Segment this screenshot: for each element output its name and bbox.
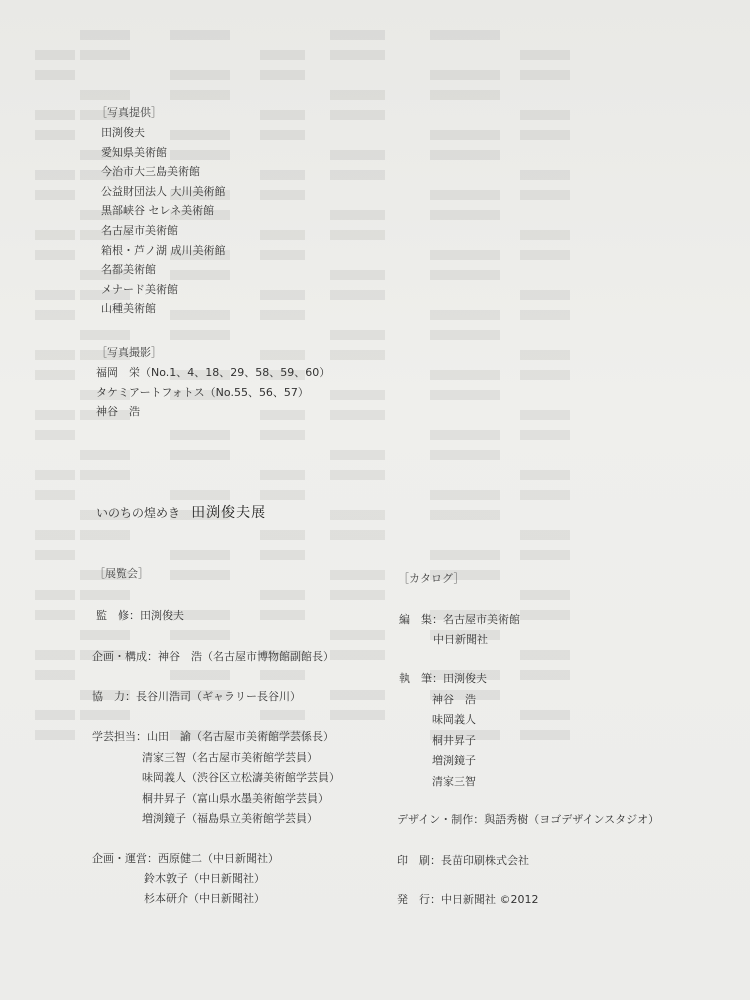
ghost-bar [330, 650, 385, 660]
ghost-bar [35, 490, 75, 500]
ghost-bar [35, 290, 75, 300]
ghost-bar [330, 470, 385, 480]
ghost-bar [520, 190, 570, 200]
ghost-bar [430, 430, 500, 440]
ghost-bar [35, 430, 75, 440]
editor-item: 中日新聞社 [433, 633, 488, 646]
ghost-bar [80, 630, 130, 640]
ghost-bar [330, 270, 385, 280]
ghost-bar [520, 230, 570, 240]
ghost-bar [170, 490, 230, 500]
supervision-line: 監 修：田渕俊夫 [96, 609, 184, 622]
ghost-bar [330, 450, 385, 460]
ghost-bar [35, 410, 75, 420]
editor-item: 編 集：名古屋市美術館 [399, 613, 520, 626]
ghost-bar [260, 410, 305, 420]
ghost-bar [330, 90, 385, 100]
ghost-bar [520, 670, 570, 680]
planning-line: 企画・構成：神谷 浩（名古屋市博物館副館長） [92, 650, 334, 663]
design-line: デザイン・制作：與語秀樹（ヨゴデザインスタジオ） [397, 813, 660, 826]
management-item: 杉本研介（中日新聞社） [144, 892, 265, 905]
ghost-bar [80, 710, 130, 720]
ghost-bar [520, 170, 570, 180]
ghost-bar [430, 130, 500, 140]
ghost-bar [520, 110, 570, 120]
ghost-bar [520, 610, 570, 620]
ghost-bar [170, 70, 230, 80]
ghost-bar [170, 150, 230, 160]
ghost-bar [35, 170, 75, 180]
ghost-bar [260, 130, 305, 140]
ghost-bar [520, 350, 570, 360]
ghost-bar [35, 350, 75, 360]
ghost-bar [35, 230, 75, 240]
ghost-bar [260, 230, 305, 240]
ghost-bar [330, 530, 385, 540]
ghost-bar [330, 350, 385, 360]
ghost-bar [170, 670, 230, 680]
writer-item: 神谷 浩 [432, 692, 476, 706]
writer-item: 味岡義人 [432, 713, 476, 726]
curator-item: 清家三智（名古屋市美術館学芸員） [142, 750, 318, 764]
ghost-bar [520, 430, 570, 440]
writer-item: 執 筆：田渕俊夫 [399, 672, 487, 685]
ghost-bar [35, 250, 75, 260]
ghost-bar [520, 470, 570, 480]
ghost-bar [520, 250, 570, 260]
ghost-bar [170, 130, 230, 140]
ghost-bar [80, 90, 130, 100]
ghost-bar [260, 350, 305, 360]
ghost-bar [260, 190, 305, 200]
ghost-bar [80, 450, 130, 460]
ghost-bar [430, 250, 500, 260]
ghost-bar [170, 90, 230, 100]
ghost-bar [260, 70, 305, 80]
ghost-bar [260, 170, 305, 180]
ghost-bar [430, 490, 500, 500]
ghost-bar [330, 710, 385, 720]
ghost-bar [35, 610, 75, 620]
ghost-bar [520, 550, 570, 560]
exhibition-header: ［展覧会］ [94, 567, 149, 580]
ghost-bar [330, 290, 385, 300]
writer-item: 清家三智 [432, 774, 476, 788]
ghost-bar [430, 370, 500, 380]
management-item: 企画・運営：西原健二（中日新聞社） [92, 852, 279, 865]
ghost-bar [520, 370, 570, 380]
ghost-bar [170, 330, 230, 340]
photo-credit-item: 黒部峡谷 セレネ美術館 [101, 204, 215, 218]
ghost-bar [430, 450, 500, 460]
ghost-bar [170, 30, 230, 40]
ghost-bar [80, 30, 130, 40]
photo-credit-item: 今治市大三島美術館 [101, 165, 200, 179]
ghost-bar [430, 30, 500, 40]
ghost-bar [430, 390, 500, 400]
ghost-bar [330, 150, 385, 160]
ghost-bar [330, 690, 385, 700]
ghost-bar [330, 230, 385, 240]
ghost-bar [260, 250, 305, 260]
ghost-bar [260, 530, 305, 540]
ghost-bar [330, 510, 385, 520]
ghost-bar [260, 50, 305, 60]
ghost-bar [430, 310, 500, 320]
ghost-bar [430, 70, 500, 80]
ghost-bar [35, 130, 75, 140]
ghost-bar [330, 630, 385, 640]
exhibition-title-prefix: いのちの煌めき [96, 506, 181, 520]
ghost-bar [330, 210, 385, 220]
ghost-bar [260, 290, 305, 300]
ghost-bar [520, 50, 570, 60]
ghost-bar [35, 70, 75, 80]
ghost-bar [35, 590, 75, 600]
ghost-bar [170, 550, 230, 560]
ghost-bar [260, 670, 305, 680]
exhibition-title [96, 502, 266, 522]
photography-item: タケミアートフォトス（No.55、56、57） [96, 385, 309, 399]
ghost-bar [430, 330, 500, 340]
management-item: 鈴木敦子（中日新聞社） [144, 872, 265, 885]
ghost-bar [80, 470, 130, 480]
ghost-bar [35, 710, 75, 720]
ghost-bar [80, 590, 130, 600]
ghost-bar [170, 450, 230, 460]
curator-item: 学芸担当：山田 諭（名古屋市美術館学芸係長） [92, 730, 334, 743]
ghost-bar [430, 90, 500, 100]
ghost-bar [260, 110, 305, 120]
ghost-bar [260, 310, 305, 320]
photo-credit-item: 名古屋市美術館 [101, 224, 178, 237]
ghost-bar [260, 430, 305, 440]
ghost-bar [430, 510, 500, 520]
ghost-bar [80, 530, 130, 540]
ghost-bar [520, 710, 570, 720]
photography-item: 神谷 浩 [96, 405, 140, 418]
ghost-bar [170, 270, 230, 280]
ghost-bar [430, 190, 500, 200]
photo-credit-header: ［写真提供］ [96, 106, 162, 119]
ghost-bar [430, 150, 500, 160]
ghost-bar [260, 710, 305, 720]
ghost-bar [330, 330, 385, 340]
ghost-bar [80, 330, 130, 340]
photo-credit-item: 公益財団法人 大川美術館 [101, 184, 226, 198]
ghost-bar [35, 310, 75, 320]
photo-credit-item: 箱根・芦ノ湖 成川美術館 [101, 243, 226, 257]
ghost-bar [35, 550, 75, 560]
photo-credit-item: 山種美術館 [101, 302, 156, 316]
ghost-bar [35, 50, 75, 60]
writer-item: 増渕鏡子 [432, 754, 476, 767]
ghost-bar [260, 470, 305, 480]
ghost-bar [80, 50, 130, 60]
photography-header: ［写真撮影］ [96, 346, 162, 359]
ghost-bar [330, 170, 385, 180]
ghost-bar [330, 50, 385, 60]
ghost-bar [520, 130, 570, 140]
photo-credit-item: 名都美術館 [101, 263, 156, 277]
ghost-bar [35, 190, 75, 200]
ghost-bar [520, 310, 570, 320]
cooperation-line: 協 力：長谷川浩司（ギャラリー長谷川） [92, 690, 301, 703]
ghost-bar [330, 110, 385, 120]
ghost-bar [330, 590, 385, 600]
ghost-bar [520, 590, 570, 600]
photo-credit-item: 愛知県美術館 [101, 145, 167, 159]
ghost-bar [520, 410, 570, 420]
curator-item: 増渕鏡子（福島県立美術館学芸員） [142, 812, 318, 825]
ghost-bar [430, 270, 500, 280]
ghost-bar [170, 570, 230, 580]
ghost-bar [520, 530, 570, 540]
ghost-bar [330, 30, 385, 40]
ghost-bar [170, 630, 230, 640]
ghost-bar [260, 590, 305, 600]
exhibition-title-main: 田渕俊夫展 [191, 505, 267, 521]
writer-item: 桐井昇子 [432, 733, 476, 747]
ghost-bar [170, 310, 230, 320]
ghost-bar [430, 550, 500, 560]
curator-item: 桐井昇子（富山県水墨美術館学芸員） [142, 791, 329, 805]
ghost-bar [520, 730, 570, 740]
photography-item: 福岡 栄（No.1、4、18、29、58、59、60） [96, 366, 331, 379]
ghost-bar [170, 430, 230, 440]
ghost-bar [430, 210, 500, 220]
ghost-bar [520, 290, 570, 300]
ghost-bar [260, 610, 305, 620]
ghost-bar [520, 490, 570, 500]
printing-line: 印 刷：長苗印刷株式会社 [397, 854, 529, 867]
ghost-bar [35, 110, 75, 120]
ghost-bar [260, 490, 305, 500]
ghost-bar [35, 650, 75, 660]
catalog-header: ［カタログ］ [398, 572, 465, 585]
curator-item: 味岡義人（渋谷区立松濤美術館学芸員） [142, 771, 340, 784]
ghost-bar [520, 70, 570, 80]
ghost-bar [35, 470, 75, 480]
ghost-bar [330, 390, 385, 400]
ghost-bar [35, 370, 75, 380]
ghost-bar [330, 570, 385, 580]
photo-credit-item: 田渕俊夫 [101, 126, 145, 139]
photo-credit-item: メナード美術館 [101, 282, 178, 296]
ghost-bar [35, 530, 75, 540]
publisher-line: 発 行：中日新聞社 ©2012 [397, 893, 539, 906]
ghost-bar [260, 550, 305, 560]
ghost-bar [330, 410, 385, 420]
ghost-bar [520, 650, 570, 660]
ghost-bar [35, 730, 75, 740]
ghost-bar [35, 670, 75, 680]
